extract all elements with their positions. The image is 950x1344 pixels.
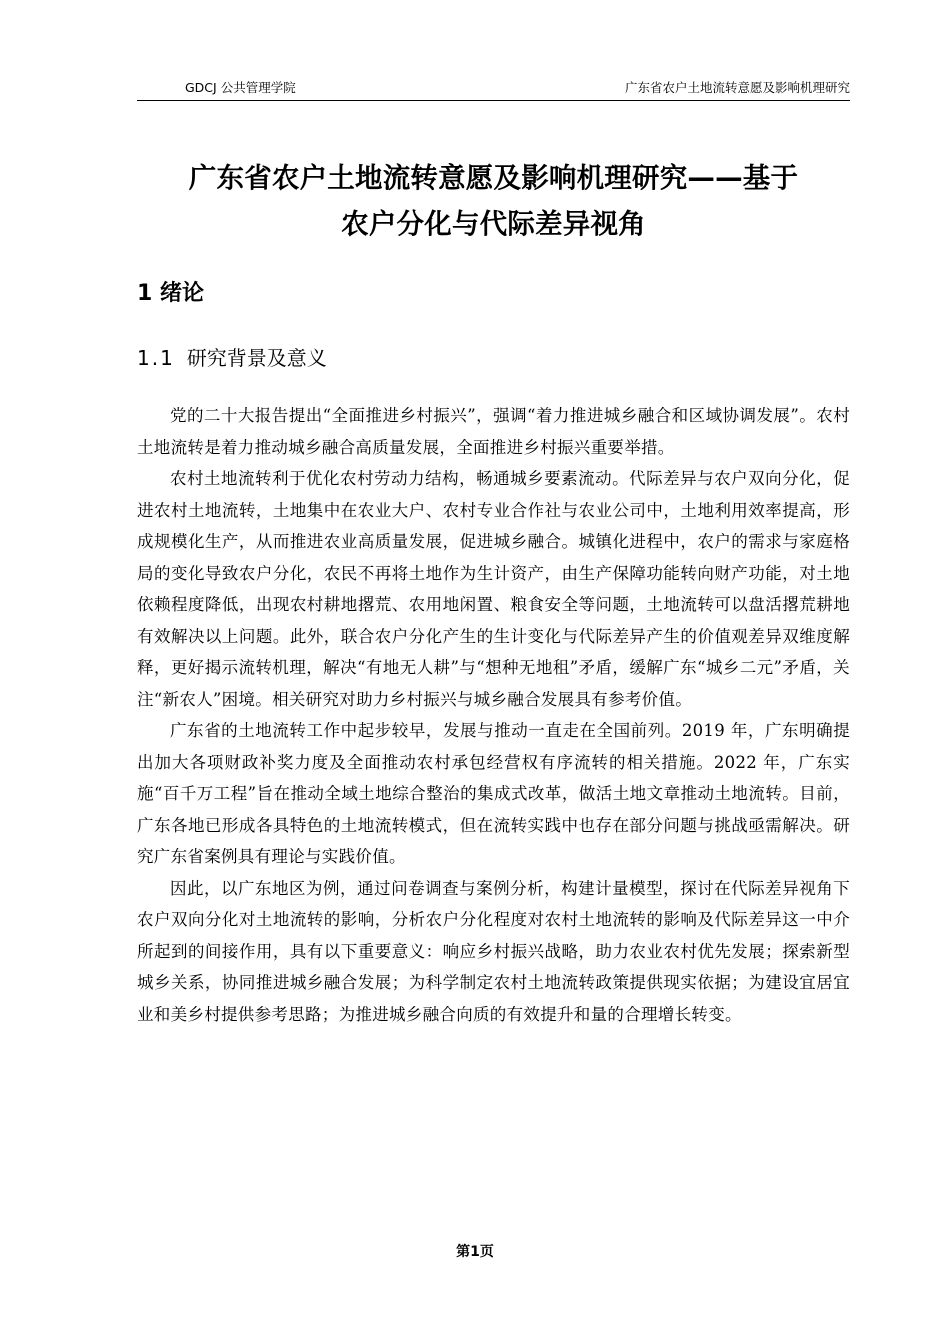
subsection-title: 研究背景及意义 — [186, 346, 327, 370]
title-line-1: 广东省农户土地流转意愿及影响机理研究——基于 — [188, 162, 799, 194]
paragraph: 因此，以广东地区为例，通过问卷调查与案例分析，构建计量模型，探讨在代际差异视角下农户双向分化对土地流转的影响，分析农户分化程度对农村土地流转的影响及代际差异这一中介所起到的间接作用，具有以下重要意义：响应乡村振兴战略，助力农业农村优先发展；探索新型城乡关系，协同推进城乡融合发展；为科学制定农村土地流转政策提供现实依据；为建设宜居宜业和美乡村提供参考思路；为推进城乡融合向质的有效提升和量的合理增长转变。 — [137, 878, 850, 1024]
paragraph: 广东省的土地流转工作中起步较早，发展与推动一直走在全国前列。2019 年，广东明确提出加大各项财政补奖力度及全面推动农村承包经营权有序流转的相关措施。2022 年，广东实施“百千万工程”旨在推动全域土地综合整治的集成式改革，做活土地文章推动土地流转。目前，广东各地已形成各具特色的土地流转模式，但在流转实践中也存在部分问题与挑战亟需解决。研究广东省案例具有理论与实践价值。 — [137, 721, 850, 866]
header-running-title: 广东省农户土地流转意愿及影响机理研究 — [624, 80, 850, 95]
title-line-2: 农户分化与代际差异视角 — [341, 208, 646, 240]
page-number: 第1页 — [456, 1244, 494, 1260]
document-title — [137, 155, 850, 247]
body-text — [137, 400, 850, 1030]
paragraph: 农村土地流转利于优化农村劳动力结构，畅通城乡要素流动。代际差异与农户双向分化，促进农村土地流转，土地集中在农业大户、农村专业合作社与农业公司中，土地利用效率提高，形成规模化生产，从而推进农业高质量发展，促进城乡融合。城镇化进程中，农户的需求与家庭格局的变化导致农户分化，农民不再将土地作为生计资产，由生产保障功能转向财产功能，对土地依赖程度降低，出现农村耕地撂荒、农用地闲置、粮食安全等问题，土地流转可以盘活撂荒耕地有效解决以上问题。此外，联合农户分化产生的生计变化与代际差异产生的价值观差异双维度解释，更好揭示流转机理，解决“有地无人耕”与“想种无地租”矛盾，缓解广东“城乡二元”矛盾，关注“新农人”困境。相关研究对助力乡村振兴与城乡融合发展具有参考价值。 — [137, 469, 850, 709]
subsection-number: 1.1 — [137, 346, 175, 370]
page-header — [137, 78, 850, 101]
header-institution: GDCJ 公共管理学院 — [185, 80, 296, 95]
subsection-heading-1-1 — [137, 342, 327, 374]
paragraph: 党的二十大报告提出“全面推进乡村振兴”，强调“着力推进城乡融合和区域协调发展”。农村土地流转是着力推动城乡融合高质量发展，全面推进乡村振兴重要举措。 — [137, 406, 850, 457]
section-heading-1: 1 绪论 — [137, 281, 204, 306]
